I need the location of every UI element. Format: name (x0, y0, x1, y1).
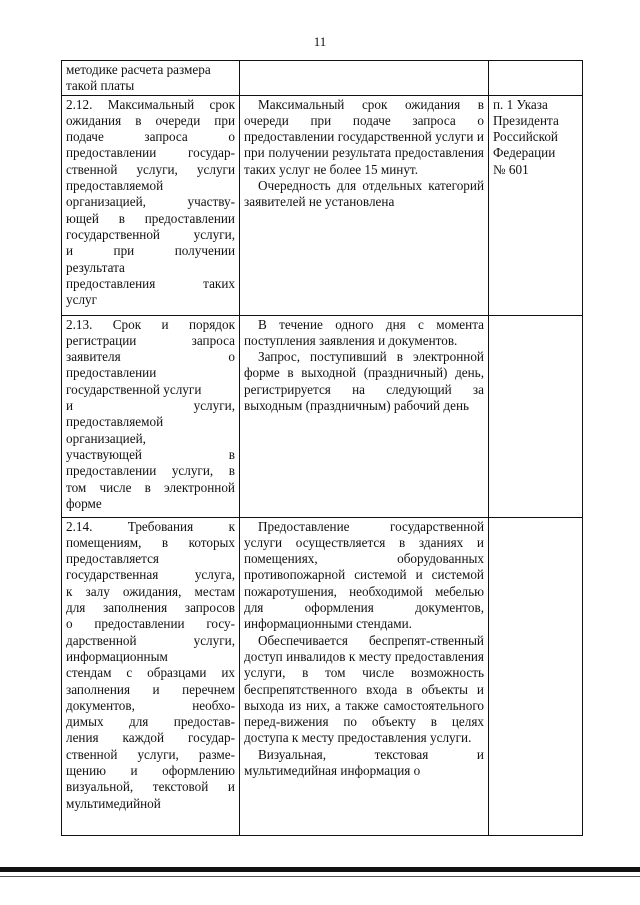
table-row (62, 315, 583, 517)
text-line: 2.12. Максимальный срок (66, 96, 235, 112)
text-line: услуг (66, 292, 98, 308)
paragraph: Визуальная, текстовая и мультимедийная информация о (244, 746, 484, 779)
text-line: регистрации запроса (66, 332, 235, 348)
text-line: документов, необхо- (66, 697, 235, 713)
text-line: визуальной, текстовой и (66, 779, 235, 795)
text-line: и услуги, (66, 398, 235, 414)
text-line: предоставляется (66, 551, 159, 567)
text-line: димых для предостав- (66, 714, 235, 730)
text-line: информационным (66, 648, 168, 664)
text-line: предоставляемой (66, 178, 164, 194)
text-line: результата (66, 259, 125, 275)
text-line: организацией, участву- (66, 194, 235, 210)
scan-bottom-border-thin (0, 876, 640, 877)
requirement-cell (62, 61, 240, 96)
text-line: для заполнения запросов (66, 600, 235, 616)
text-line: том числе в электронной (66, 479, 235, 495)
text-line: методике расчета размера (66, 62, 211, 77)
text-line: предоставления таких (66, 275, 235, 291)
text-line: ления каждой государ- (66, 730, 235, 746)
text-line: 2.14. Требования к (66, 518, 235, 534)
text-line: мультимедийной (66, 795, 161, 811)
text-line: помещениям, в которых (66, 534, 235, 550)
paragraph: Предоставление государственной услуги осуществляется в зданиях и помещениях, оборудованных противопожарной системой и системой пожаротушения, необходимой мебелью для оформления документов, информационными стендами. (244, 518, 484, 632)
text-line: государственная услуга, (66, 567, 235, 583)
reference-cell (489, 95, 583, 315)
text-line: предоставляемой (66, 414, 164, 430)
text-line: п. 1 Указа (493, 96, 548, 112)
paragraph: Очередность для отдельных категорий заявителей не установлена (244, 178, 484, 210)
text-line: государственной услуги, (66, 226, 235, 242)
text-line: и при получении (66, 243, 235, 259)
paragraph: В течение одного дня с момента поступления заявления и документов. (244, 316, 484, 348)
text-line: предоставлении услуги, в (66, 463, 235, 479)
content-cell (240, 315, 489, 517)
text-line: организацией, (66, 430, 146, 446)
text-line: заявителя о (66, 349, 235, 365)
requirement-cell (62, 517, 240, 835)
text-line: участвующей в (66, 446, 235, 462)
table-row (62, 517, 583, 835)
text-line: к залу ожидания, местам (66, 583, 235, 599)
text-line: ющей в предоставлении (66, 210, 235, 226)
reference-cell (489, 61, 583, 96)
text-line: ожидания в очереди при (66, 112, 235, 128)
text-line: Президента (493, 112, 559, 128)
table-row (62, 61, 583, 96)
regulation-table (61, 60, 583, 836)
reference-cell (489, 517, 583, 835)
text-line: Российской (493, 129, 558, 145)
text-line: предоставлении (66, 365, 157, 381)
text-line: 2.13. Срок и порядок (66, 316, 235, 332)
text-line: ственной услуги, разме- (66, 746, 235, 762)
paragraph: Запрос, поступивший в электронной форме в выходной (праздничный) день, регистрируется на следующий за выходным (праздничным) рабочий день (244, 349, 484, 414)
text-line: дарственной услуги, (66, 632, 235, 648)
text-line: предоставлении государ- (66, 145, 235, 161)
page-number: 11 (313, 34, 327, 49)
text-line: заполнения и перечнем (66, 681, 235, 697)
content-cell (240, 517, 489, 835)
text-line: Федерации (493, 145, 556, 161)
requirement-cell (62, 315, 240, 517)
text-line: № 601 (493, 161, 529, 177)
content-cell (240, 61, 489, 96)
table-row (62, 95, 583, 315)
text-line: о предоставлении госу- (66, 616, 235, 632)
requirement-cell (62, 95, 240, 315)
content-cell (240, 95, 489, 315)
text-line: щению и оформлению (66, 763, 235, 779)
text-line: такой платы (66, 78, 135, 94)
paragraph: Обеспечивается беспрепят-ственный доступ инвалидов к месту предоставления услуги, в том числе возможность беспрепятственного входа в объекты и выхода из них, а также самостоятельного перед-вижения по объекту в целях доступа к месту предоставления услуги. (244, 632, 484, 746)
text-line: ственной услуги, услуги (66, 161, 235, 177)
text-line: стендам с образцами их (66, 665, 235, 681)
text-line: форме (66, 495, 102, 511)
paragraph: Максимальный срок ожидания в очереди при подаче запроса о предоставлении государственной услуги и при получении результата предоставления таких услуг не более 15 минут. (244, 96, 484, 177)
scan-bottom-border (0, 867, 640, 872)
text-line: государственной услуги (66, 381, 202, 397)
reference-cell (489, 315, 583, 517)
text-line: подаче запроса о (66, 129, 235, 145)
